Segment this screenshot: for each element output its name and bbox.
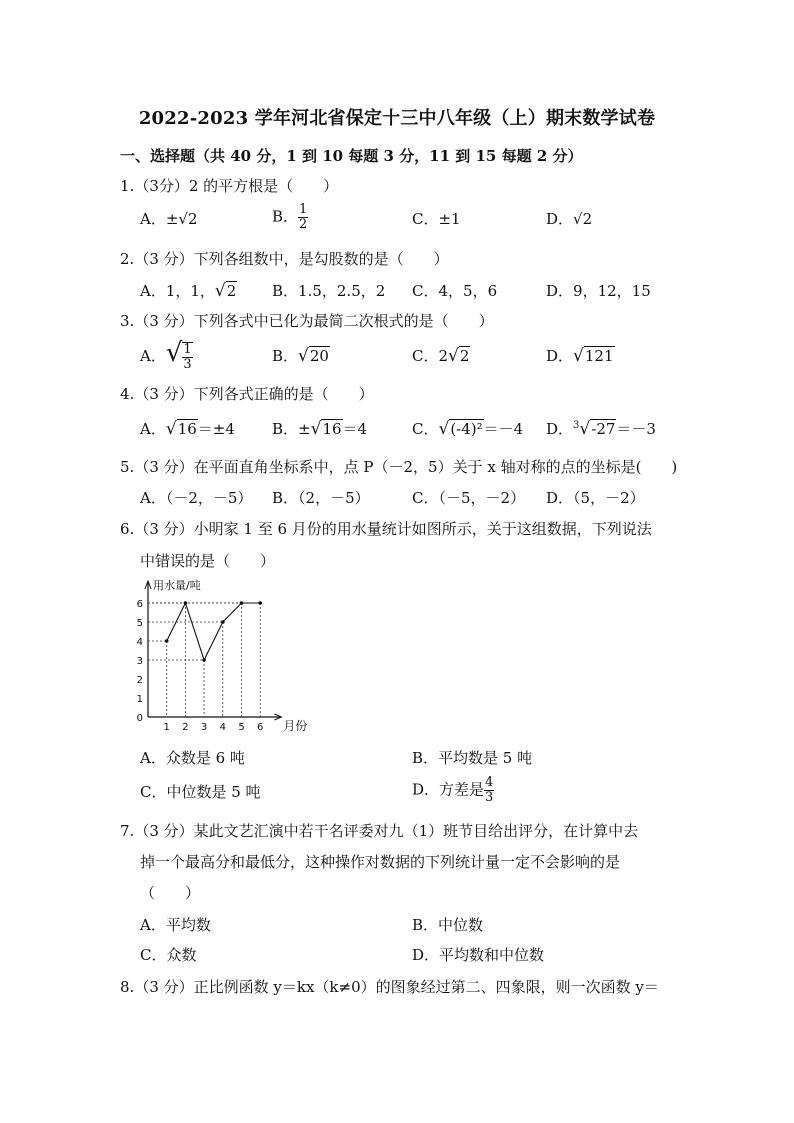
- q3-option-a: A．√ $\frac{1}{3}$: [140, 338, 192, 372]
- y-tick-label: 0: [136, 713, 143, 724]
- question-4: 4.（3 分）下列各式正确的是（ ）: [120, 385, 374, 403]
- y-tick-label: 1: [136, 694, 143, 705]
- series-line: [167, 603, 261, 660]
- question-5: 5.（3 分）在平面直角坐标系中，点 P（－2，5）关于 x 轴对称的点的坐标是( ): [120, 458, 678, 476]
- y-tick-label: 5: [136, 618, 143, 629]
- data-point: [165, 639, 169, 643]
- water-usage-chart: [128, 575, 318, 735]
- x-tick-label: 5: [238, 722, 245, 733]
- question-6-cont: 中错误的是（ ）: [140, 552, 276, 570]
- q3-option-c: C．2√2: [412, 346, 470, 366]
- q1-option-b: B． $\frac{1}{2}$: [272, 202, 308, 232]
- q2-option-b: B．1.5，2.5，2: [272, 282, 386, 300]
- data-point: [258, 601, 262, 605]
- q6-option-b: B．平均数是 5 吨: [412, 749, 533, 767]
- q1-option-d: D．√2: [546, 210, 593, 228]
- q2-option-c: C．4，5，6: [412, 282, 498, 300]
- question-7-cont2: （ ）: [140, 884, 201, 902]
- x-tick-label: 1: [163, 722, 170, 733]
- y-axis-label: 用水量/吨: [153, 579, 201, 592]
- question-stem: （3分）2 的平方根是（ ）: [134, 177, 339, 195]
- x-tick-label: 3: [200, 722, 208, 733]
- q3-option-d: D．√121: [546, 346, 614, 366]
- q4-option-d: D．$^3$√-27＝－3: [546, 419, 656, 439]
- q4-option-b: B．±√16＝4: [272, 419, 368, 439]
- section-heading: 一、选择题（共 40 分，1 到 10 每题 3 分，11 到 15 每题 2 分）: [120, 147, 583, 165]
- exam-title: 2022-2023 学年河北省保定十三中八年级（上）期末数学试卷: [138, 108, 656, 129]
- q4-option-c: C．√(-4)²＝－4: [412, 419, 524, 439]
- q3-option-b: B．√20: [272, 346, 329, 366]
- x-tick-label: 6: [257, 722, 264, 733]
- q1-option-c: C．±1: [412, 210, 461, 228]
- q6-option-a: A．众数是 6 吨: [140, 749, 245, 767]
- question-number: 1.: [120, 177, 135, 195]
- question-6: 6.（3 分）小明家 1 至 6 月份的用水量统计如图所示，关于这组数据，下列说法: [120, 520, 652, 538]
- x-axis-label: 月份: [283, 719, 308, 733]
- question-3: 3.（3 分）下列各式中已化为最简二次根式的是（ ）: [120, 312, 494, 330]
- q1-option-a: A．±√2: [140, 210, 198, 228]
- q5-option-b: B．（2，－5）: [272, 489, 370, 507]
- question-7-cont: 掉一个最高分和最低分，这种操作对数据的下列统计量一定不会影响的是: [140, 853, 621, 871]
- question-7: 7.（3 分）某此文艺汇演中若干名评委对九（1）班节目给出评分，在计算中去: [120, 822, 639, 840]
- y-tick-label: 3: [136, 656, 143, 667]
- question-8: 8.（3 分）正比例函数 y＝kx（k≠0）的图象经过第二、四象限，则一次函数 y＝: [120, 978, 659, 996]
- q6-option-c: C．中位数是 5 吨: [140, 783, 261, 801]
- data-point: [184, 601, 188, 605]
- q7-option-b: B．中位数: [412, 916, 484, 934]
- y-tick-label: 6: [136, 599, 143, 610]
- x-tick-label: 2: [182, 722, 189, 733]
- data-point: [221, 620, 225, 624]
- chart-svg: [128, 575, 318, 735]
- data-point: [202, 658, 206, 662]
- q2-option-d: D．9，12，15: [546, 282, 651, 300]
- q5-option-d: D．（5，－2）: [546, 489, 645, 507]
- q7-option-a: A．平均数: [140, 916, 211, 934]
- data-point: [240, 601, 244, 605]
- y-tick-label: 2: [136, 675, 143, 686]
- x-tick-label: 4: [219, 722, 226, 733]
- q7-option-d: D．平均数和中位数: [412, 946, 545, 964]
- y-tick-label: 4: [136, 637, 143, 648]
- q2-option-a: A．1，1，√2: [140, 281, 237, 301]
- fraction: $\frac{1}{2}$: [299, 202, 308, 232]
- question-1: [120, 175, 338, 196]
- q7-option-c: C．众数: [140, 946, 197, 964]
- q6-option-d: D．方差是 $\frac{4}{3}$: [412, 775, 494, 805]
- q5-option-c: C．（－5，－2）: [412, 489, 526, 507]
- question-2: 2.（3 分）下列各组数中，是勾股数的是（ ）: [120, 250, 449, 268]
- q4-option-a: A．√16＝±4: [140, 419, 235, 439]
- q5-option-a: A．（－2，－5）: [140, 489, 253, 507]
